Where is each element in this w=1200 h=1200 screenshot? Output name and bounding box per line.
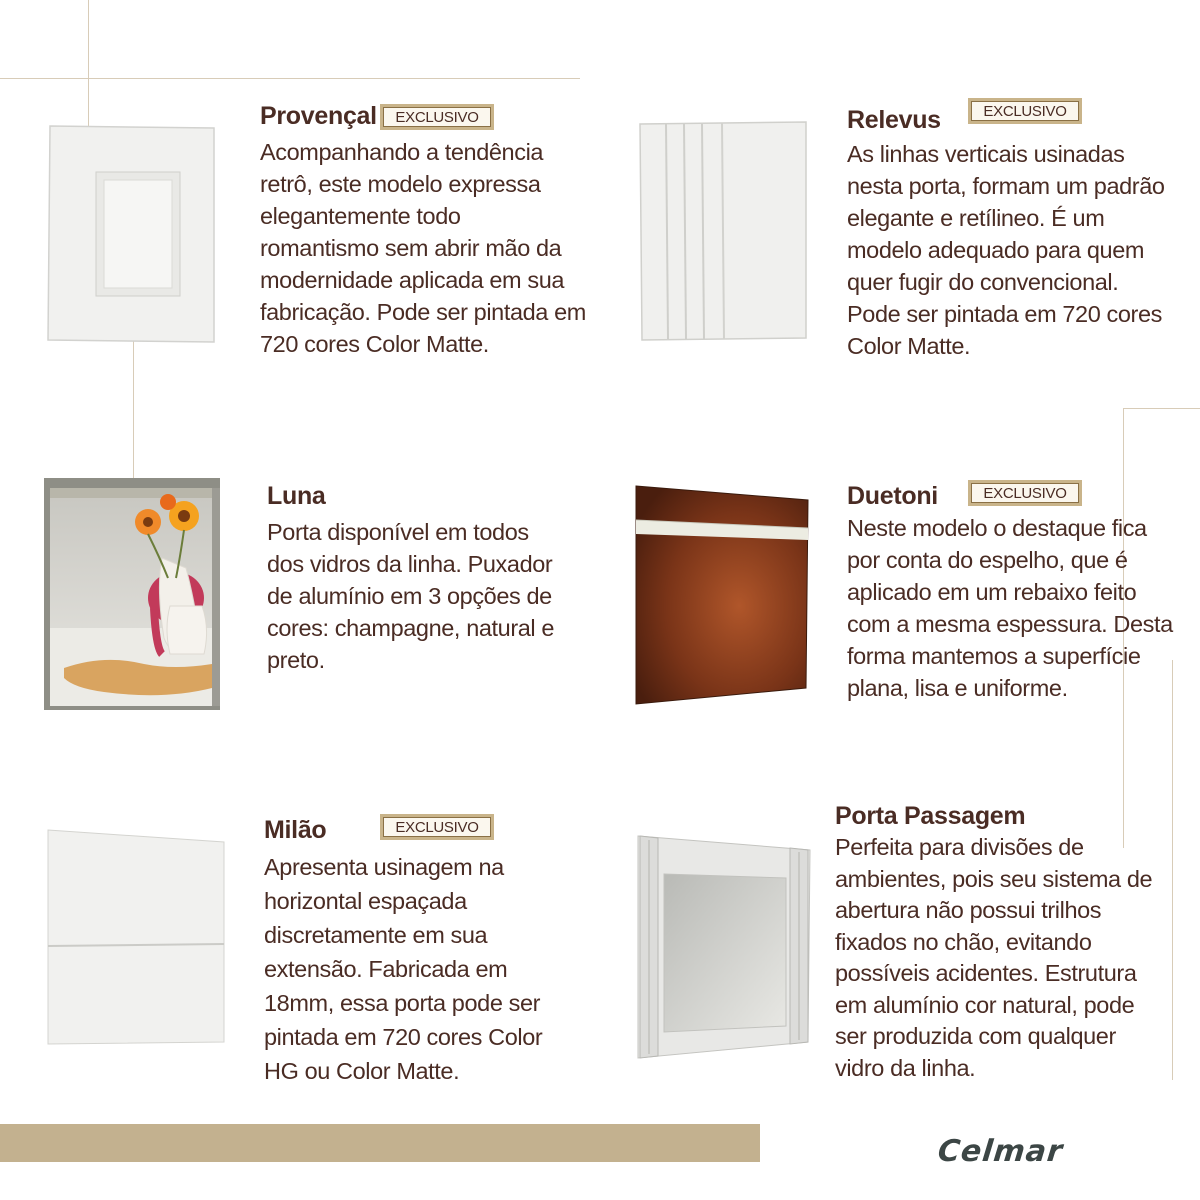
provencal-door-image [46,124,218,346]
luna-door-image [44,478,220,710]
product-description: Neste modelo o destaque fica por conta do espelho, que é aplicado em um rebaixo feito com a mesma espessura. Desta forma mantemos a superfície plana, lisa e uniforme. [847,515,1173,701]
exclusive-badge [968,98,1082,124]
relevus-door-image [638,120,810,342]
exclusive-badge-label: EXCLUSIVO [971,101,1079,121]
product-title: Luna [267,482,326,510]
porta-passagem-door-image [636,832,812,1060]
exclusive-badge [380,814,494,840]
product-description: As linhas verticais usinadas nesta porta, formam um padrão elegante e retílineo. É um modelo adequado para quem quer fugir do convencional. Pode ser pintada em 720 cores Color Matte. [847,141,1165,359]
product-description: Acompanhando a tendência retrô, este modelo expressa elegantemente todo romantismo sem abrir mão da modernidade aplicada em sua fabricação. Pode ser pintada em 720 cores Color Matte. [260,139,586,357]
product-title: Milão [264,816,327,844]
exclusive-badge-label: EXCLUSIVO [971,483,1079,503]
exclusive-badge [380,104,494,130]
decorative-line [0,78,580,79]
product-title: Duetoni [847,482,938,510]
product-title: Relevus [847,106,941,134]
exclusive-badge-label: EXCLUSIVO [383,817,491,837]
product-title: Provençal [260,102,377,130]
product-description: Perfeita para divisões de ambientes, pois seu sistema de abertura não possui trilhos fixados no chão, evitando possíveis acidentes. Estrutura em alumínio cor natural, pode ser produzida com qualquer vidro da linha. [835,834,1153,1081]
decorative-line [1172,660,1173,1080]
decorative-line [1123,408,1200,409]
celmar-logo: Celmar [936,1134,1065,1169]
exclusive-badge [968,480,1082,506]
duetoni-door-image [634,484,810,706]
footer-bar [0,1124,760,1162]
decorative-line [133,330,134,500]
milao-door-image [46,828,228,1046]
exclusive-badge-label: EXCLUSIVO [383,107,491,127]
product-title: Porta Passagem [835,802,1026,830]
product-description: Porta disponível em todos dos vidros da linha. Puxador de alumínio em 3 opções de cores: champagne, natural e preto. [267,519,555,673]
product-description: Apresenta usinagem na horizontal espaçada discretamente em sua extensão. Fabricada em 18mm, essa porta pode ser pintada em 720 cores Color HG ou Color Matte. [264,854,543,1084]
